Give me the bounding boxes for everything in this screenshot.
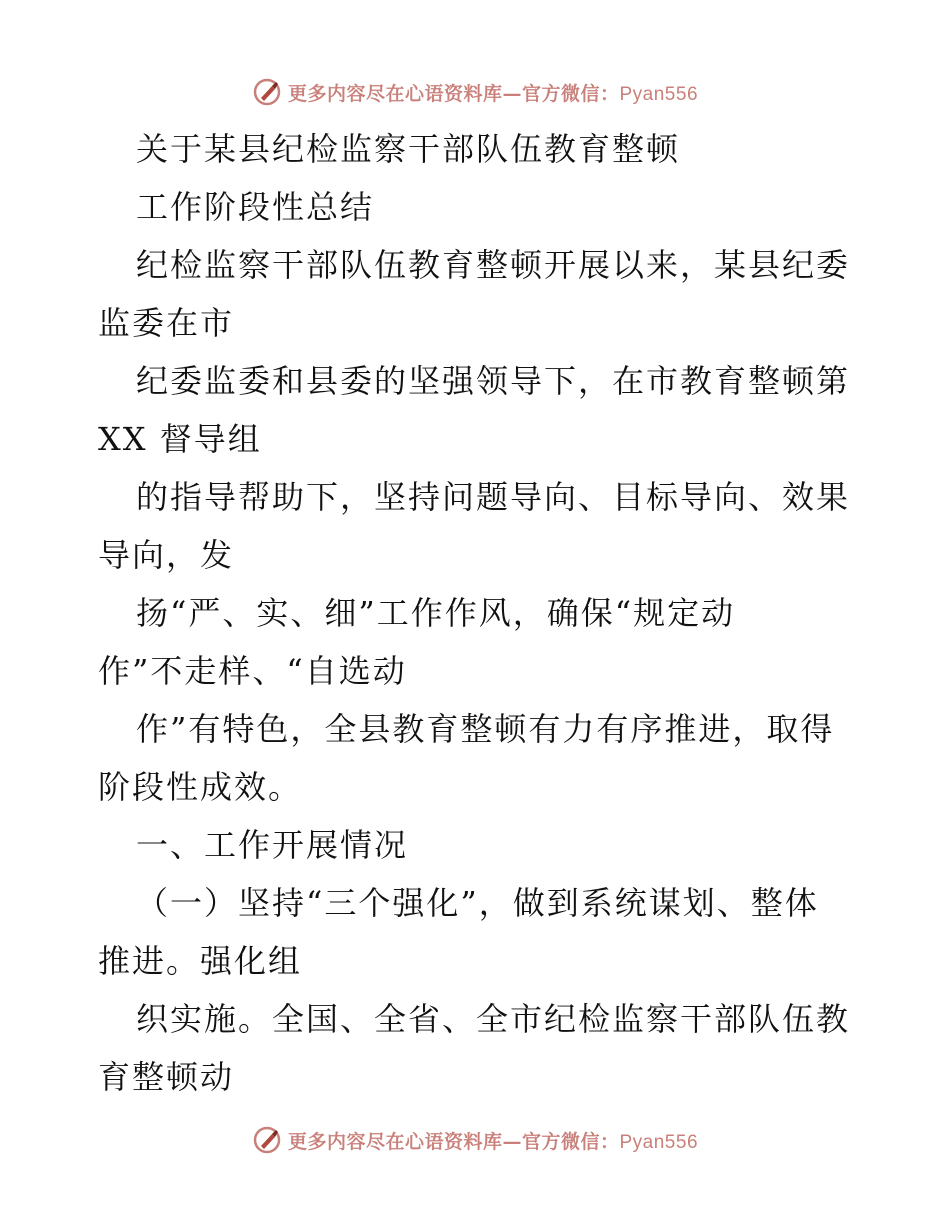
paragraph-line: 的指导帮助下，坚持问题导向、目标导向、效果 xyxy=(136,478,851,516)
pen-seal-icon xyxy=(252,77,282,107)
paragraph-line: 作”不走样、“自选动 xyxy=(98,652,407,690)
watermark-account: Pyan556 xyxy=(619,83,699,105)
paragraph-line: 纪委监委和县委的坚强领导下，在市教育整顿第 xyxy=(136,362,851,400)
paragraph-line: 织实施。全国、全省、全市纪检监察干部队伍教 xyxy=(136,1000,851,1038)
watermark-footer xyxy=(0,1120,950,1160)
document-body xyxy=(98,120,858,1106)
section-heading: 一、工作开展情况 xyxy=(136,826,409,864)
paragraph-line: XX 督导组 xyxy=(98,420,262,458)
watermark-header xyxy=(0,72,950,112)
pen-seal-icon xyxy=(252,1125,282,1155)
title-line-2: 工作阶段性总结 xyxy=(136,188,375,226)
subsection-heading: （一）坚持“三个强化”，做到系统谋划、整体 xyxy=(136,884,819,922)
title-line-1: 关于某县纪检监察干部队伍教育整顿 xyxy=(136,130,681,168)
paragraph-line: 扬“严、实、细”工作作风，确保“规定动 xyxy=(136,594,736,632)
watermark-account: Pyan556 xyxy=(619,1131,699,1153)
watermark-text: 更多内容尽在心语资料库—官方微信：Pyan556 xyxy=(287,82,699,105)
paragraph-line: 纪检监察干部队伍教育整顿开展以来，某县纪委 xyxy=(136,246,851,284)
paragraph-line: 作”有特色，全县教育整顿有力有序推进，取得 xyxy=(136,710,835,748)
paragraph-line: 推进。强化组 xyxy=(98,942,303,980)
paragraph-line: 导向，发 xyxy=(98,536,235,574)
watermark-text: 更多内容尽在心语资料库—官方微信：Pyan556 xyxy=(287,1130,699,1153)
paragraph-line: 监委在市 xyxy=(98,304,235,342)
paragraph-line: 阶段性成效。 xyxy=(98,768,303,806)
paragraph-line: 育整顿动 xyxy=(98,1058,235,1096)
